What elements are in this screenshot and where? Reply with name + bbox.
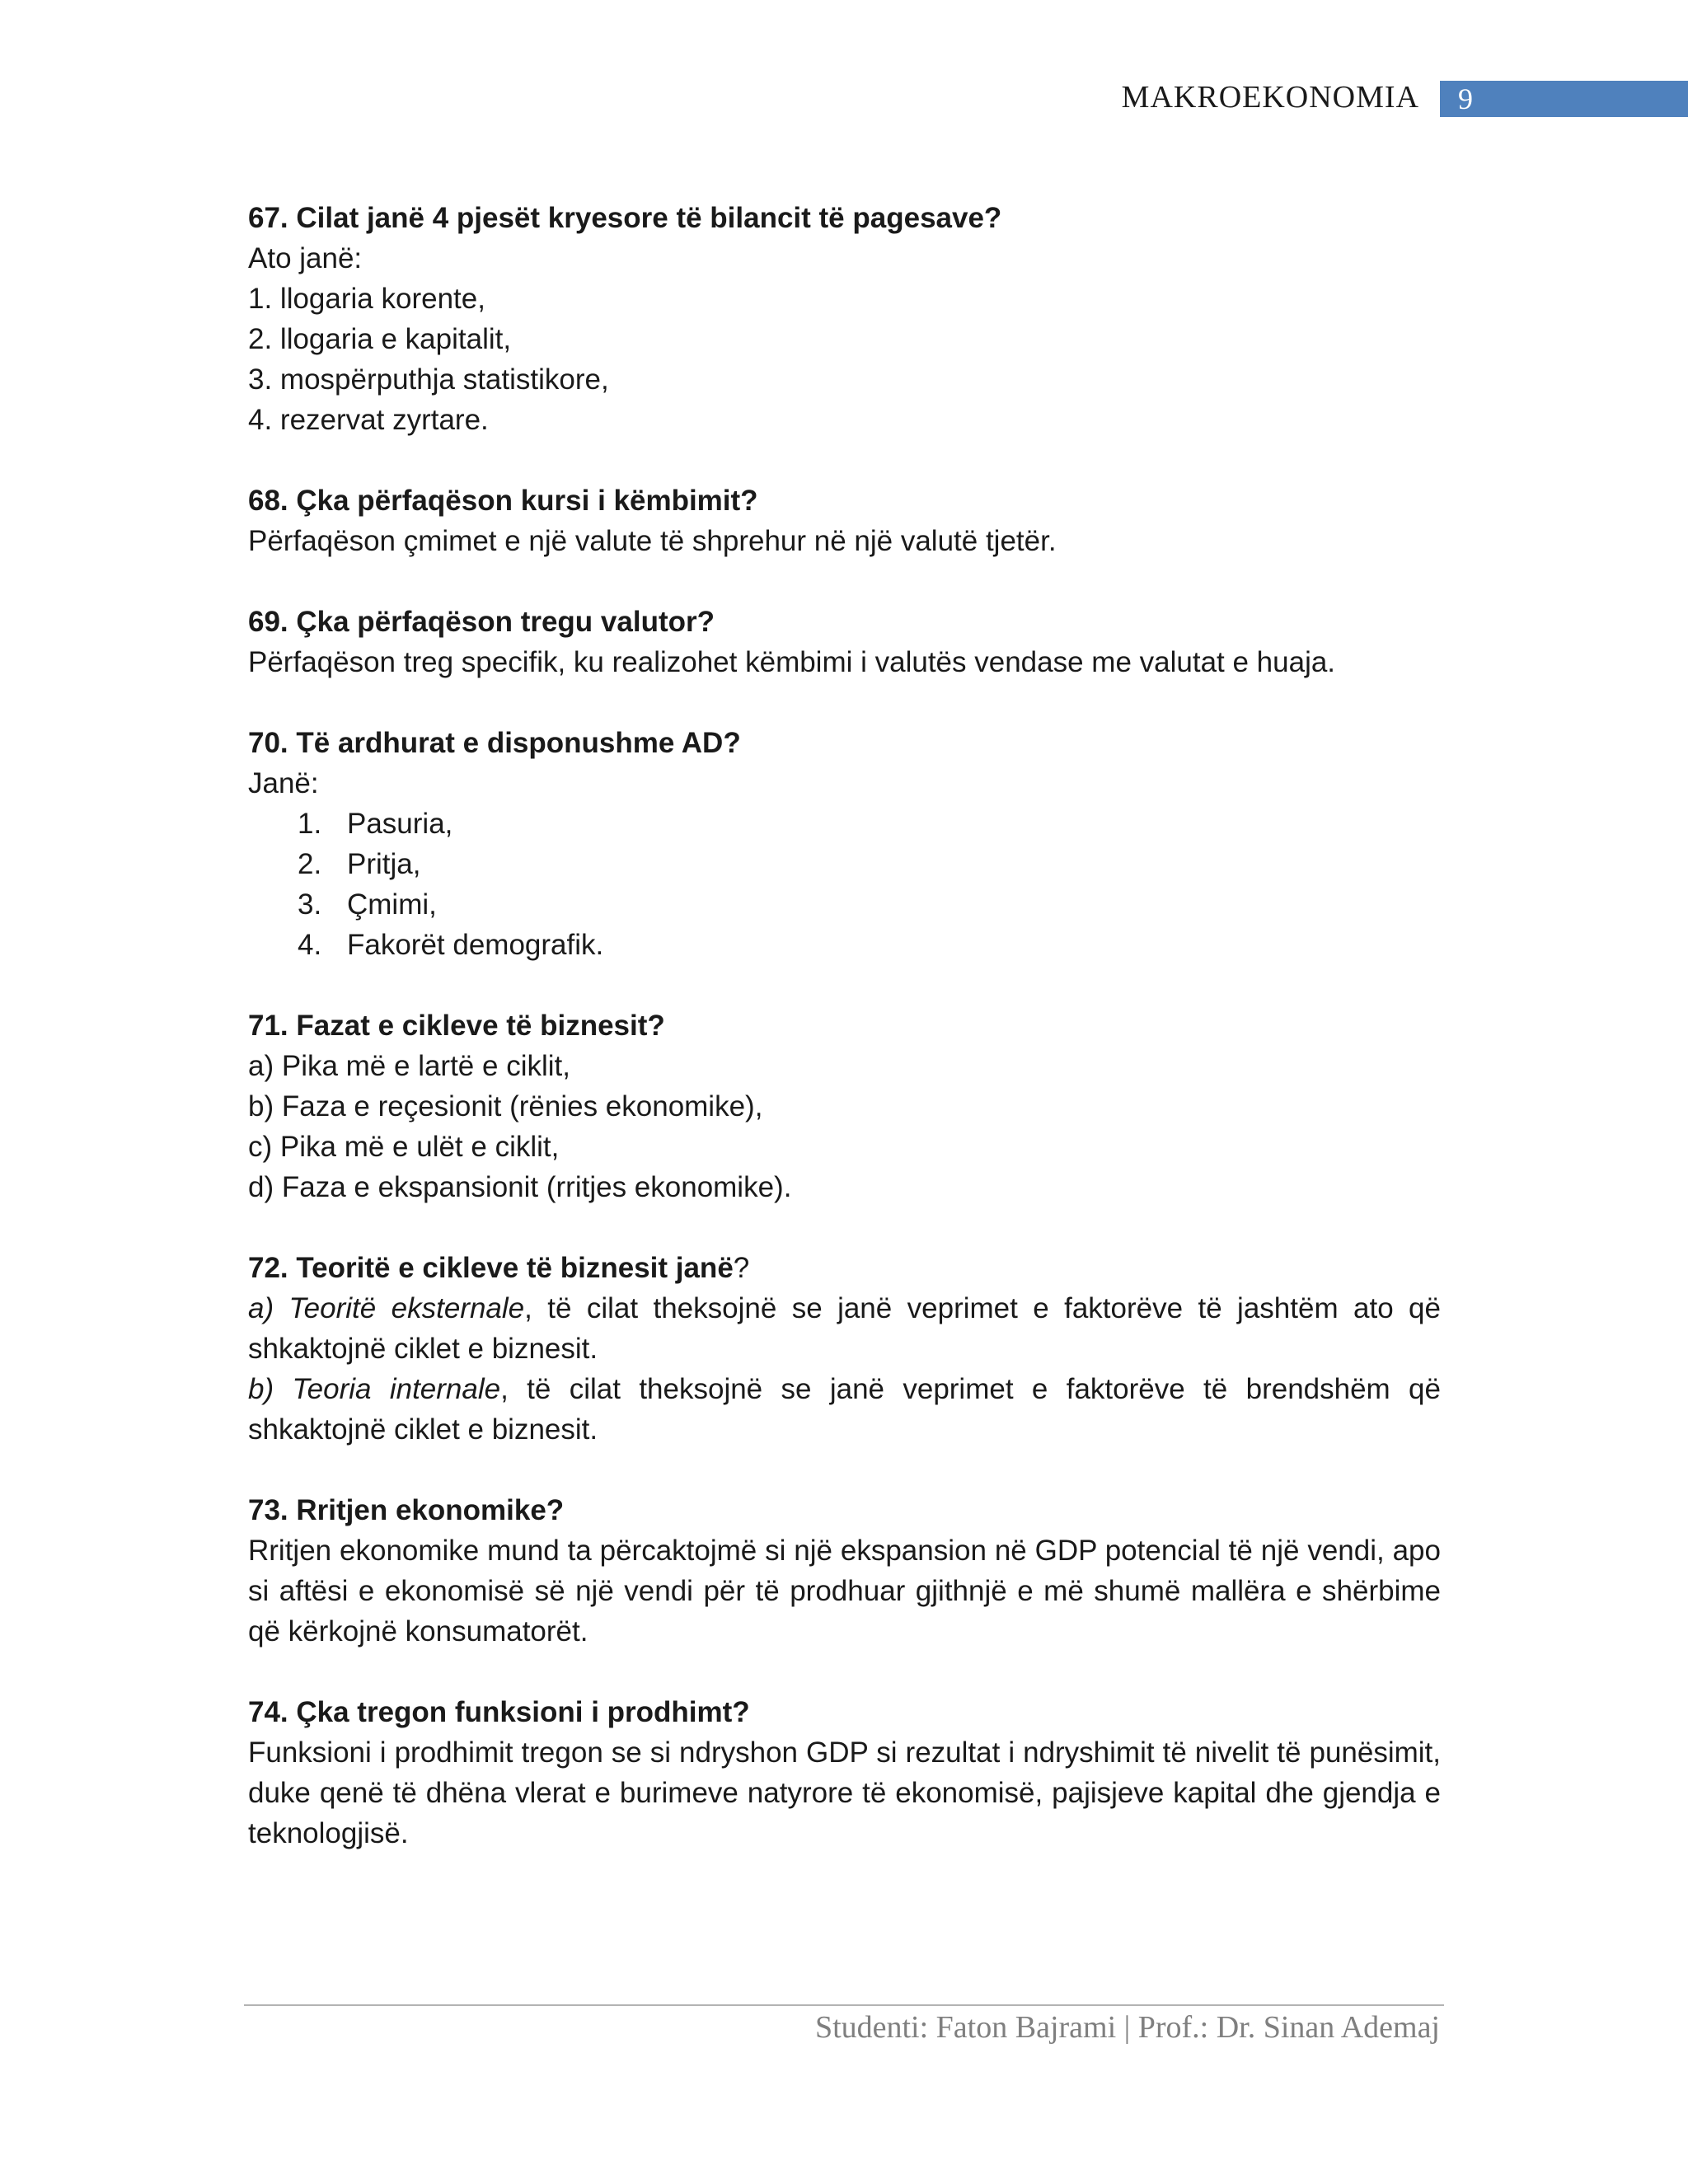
numbered-list	[248, 804, 1441, 965]
question-73	[248, 1490, 1441, 1652]
question-heading: 73. Rritjen ekonomike?	[248, 1494, 565, 1526]
answer-paragraph-b	[248, 1369, 1441, 1450]
answer-paragraph-a	[248, 1288, 1441, 1369]
list-text: Pasuria,	[347, 808, 453, 840]
list-item: d) Faza e ekspansionit (rritjes ekonomike).	[248, 1171, 792, 1203]
question-text: 72. Teoritë e cikleve të biznesit janë	[248, 1252, 734, 1284]
answer-intro: Ato janë:	[248, 242, 363, 274]
answer-intro: Janë:	[248, 767, 319, 799]
question-heading: 70. Të ardhurat e disponushme AD?	[248, 727, 741, 759]
list-text: Pritja,	[347, 848, 421, 880]
theory-label-internal: b) Teoria internale	[248, 1373, 501, 1405]
question-heading: 69. Çka përfaqëson tregu valutor?	[248, 606, 715, 638]
list-item: 4. Fakorët demografik.	[248, 925, 1441, 965]
question-74	[248, 1692, 1441, 1854]
question-68	[248, 480, 1441, 561]
list-item: 4. rezervat zyrtare.	[248, 404, 489, 436]
list-item: 3. mospërputhja statistikore,	[248, 363, 609, 396]
header-title: MAKROEKONOMIA	[1121, 80, 1419, 115]
question-71	[248, 1005, 1441, 1207]
answer-text: Rritjen ekonomike mund ta përcaktojmë si një ekspansion në GDP potencial të një vendi, apo si aftësi e ekonomisë së një vendi për të prodhuar gjithnjë e më shumë mallëra e shërbime që kërkojnë konsumatorët.	[248, 1535, 1441, 1647]
list-item: b) Faza e reçesionit (rënies ekonomike),	[248, 1090, 763, 1122]
answer-text: Funksioni i prodhimit tregon se si ndryshon GDP si rezultat i ndryshimit të nivelit të punësimit, duke qenë të dhëna vlerat e burimeve natyrore të ekonomisë, pajisjeve kapital dhe gjendja e teknologjisë.	[248, 1736, 1441, 1849]
footer-divider	[244, 2004, 1444, 2006]
answer-text: Përfaqëson treg specifik, ku realizohet këmbimi i valutës vendase me valutat e huaja.	[248, 646, 1336, 678]
list-item: 3. Çmimi,	[248, 884, 1441, 925]
question-heading	[248, 1248, 1441, 1288]
theory-text-external: , të cilat theksojnë se janë veprimet e faktorëve të jashtëm ato që shkaktojnë ciklet e biznesit.	[248, 1292, 1441, 1365]
question-67	[248, 198, 1441, 440]
list-item: 1. llogaria korente,	[248, 283, 485, 315]
question-heading: 71. Fazat e cikleve të biznesit?	[248, 1010, 665, 1042]
question-69	[248, 602, 1441, 682]
question-heading: 74. Çka tregon funksioni i prodhimt?	[248, 1696, 750, 1728]
question-72	[248, 1248, 1441, 1450]
theory-label-external: a) Teoritë eksternale	[248, 1292, 525, 1324]
page-number: 9	[1458, 82, 1473, 115]
list-text: Çmimi,	[347, 888, 437, 921]
question-mark: ?	[733, 1252, 750, 1284]
list-item: 1. Pasuria,	[248, 804, 1441, 844]
answer-text: Përfaqëson çmimet e një valute të shprehur në një valutë tjetër.	[248, 525, 1057, 557]
document-body	[248, 198, 1441, 1894]
list-item: c) Pika më e ulët e ciklit,	[248, 1131, 560, 1163]
list-text: Fakorët demografik.	[347, 929, 604, 961]
list-item: a) Pika më e lartë e ciklit,	[248, 1050, 570, 1082]
question-70	[248, 723, 1441, 965]
question-heading: 67. Cilat janë 4 pjesët kryesore të bilancit të pagesave?	[248, 202, 1002, 234]
list-item: 2. llogaria e kapitalit,	[248, 323, 512, 355]
header-page-badge	[1440, 81, 1688, 117]
question-heading: 68. Çka përfaqëson kursi i këmbimit?	[248, 485, 758, 517]
theory-text-internal: , të cilat theksojnë se janë veprimet e faktorëve të brendshëm që shkaktojnë ciklet e biznesit.	[248, 1373, 1441, 1446]
list-item: 2. Pritja,	[248, 844, 1441, 884]
footer-credits: Studenti: Faton Bajrami | Prof.: Dr. Sinan Ademaj	[814, 2010, 1440, 2045]
